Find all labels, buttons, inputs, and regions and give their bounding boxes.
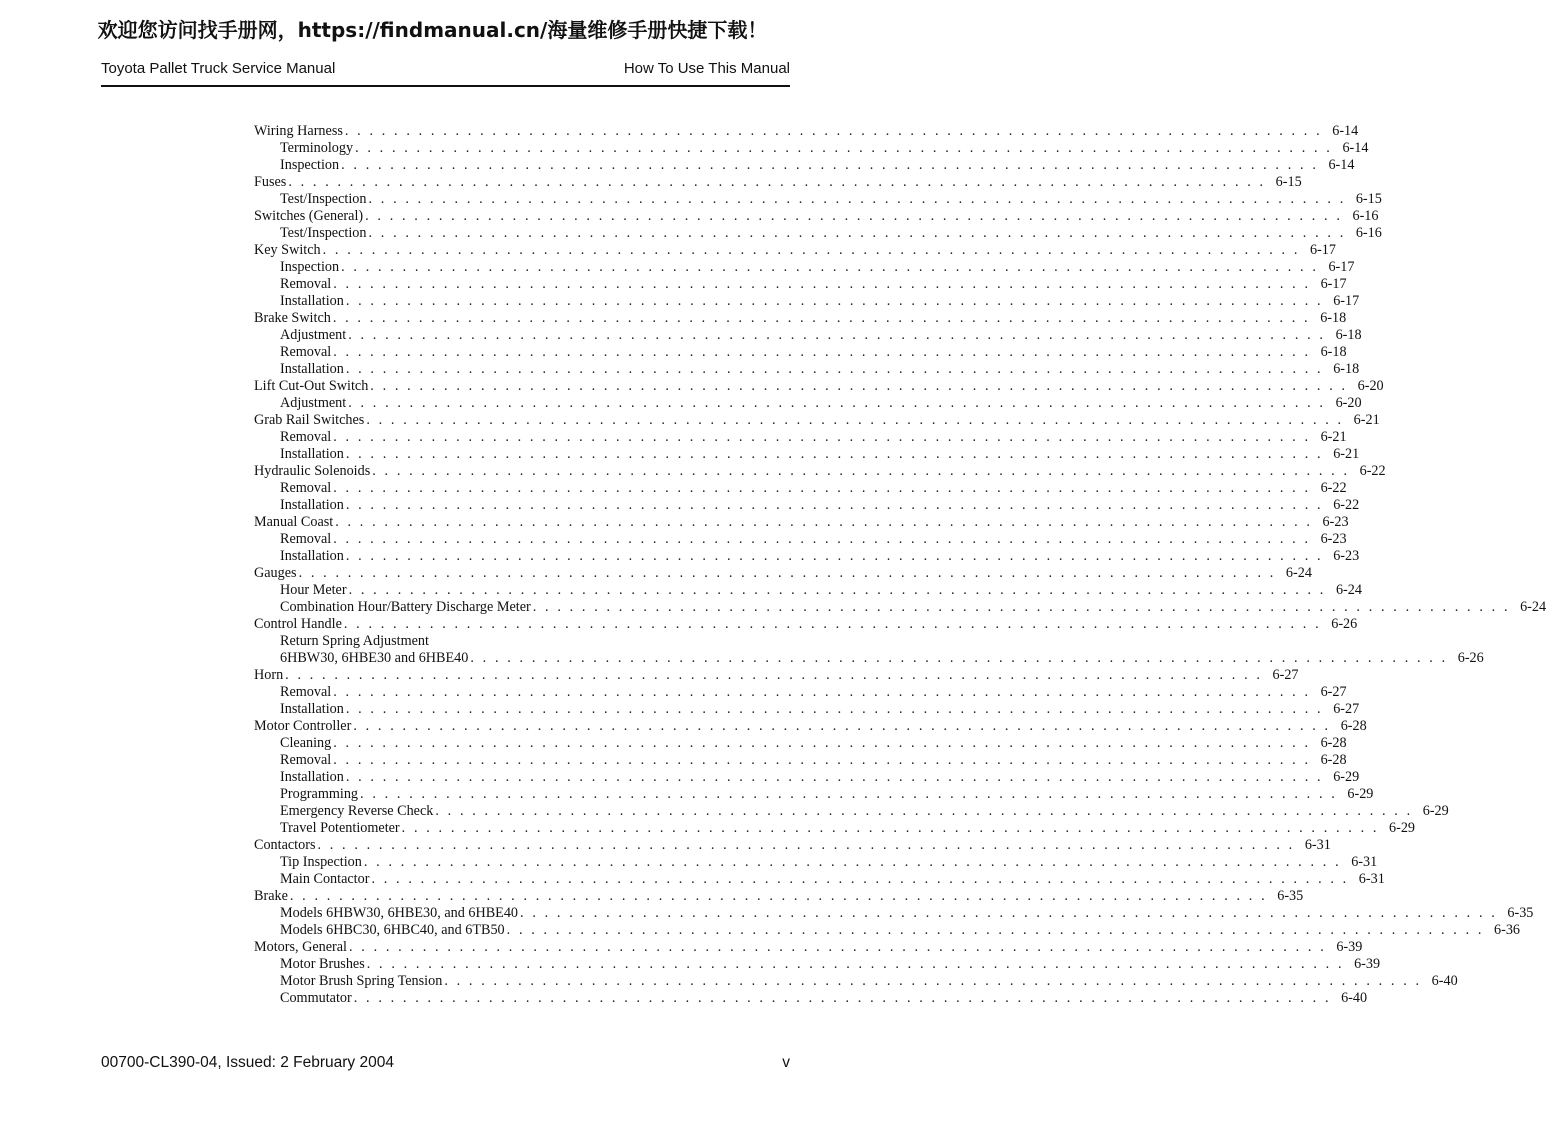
- toc-entry-page: 6-14: [1328, 157, 1355, 173]
- toc-entry-page: 6-28: [1320, 735, 1347, 751]
- toc-leader-dots: . . . . . . . . . . . . . . . . . . . . . . . . . . . . . . . . . . . . . . . . . . . . . . . . . . . . . . . . . . . . . . . . . . . . . . . . . . . . . . . .: [345, 361, 1324, 377]
- toc-entry-page: 6-29: [1347, 786, 1374, 802]
- toc-entry-title: Hour Meter: [280, 582, 347, 598]
- toc-entry-title: Horn: [254, 667, 284, 683]
- toc-leader-dots: . . . . . . . . . . . . . . . . . . . . . . . . . . . . . . . . . . . . . . . . . . . . . . . . . . . . . . . . . . . . . . . . . . . . . . . . . . . . . . . .: [368, 225, 1346, 241]
- toc-entry-page: 6-31: [1358, 871, 1385, 887]
- toc-entry[interactable]: [254, 242, 1336, 259]
- toc-entry[interactable]: [254, 174, 1302, 191]
- toc-entry[interactable]: [254, 667, 1299, 684]
- toc-entry-title: Motor Brushes: [280, 956, 365, 972]
- toc-entry-title: Brake Switch: [254, 310, 331, 326]
- toc-entry-title: Installation: [280, 701, 344, 717]
- toc-leader-dots: . . . . . . . . . . . . . . . . . . . . . . . . . . . . . . . . . . . . . . . . . . . . . . . . . . . . . . . . . . . . . . . . . . . . . . . . . . . . . . . .: [344, 123, 1323, 139]
- toc-entry-page: 6-35: [1507, 905, 1534, 921]
- toc-subentry[interactable]: [254, 905, 1534, 922]
- toc-entry-page: 6-17: [1328, 259, 1355, 275]
- toc-subentry[interactable]: [254, 871, 1385, 888]
- toc-entry-title: Manual Coast: [254, 514, 334, 530]
- toc-entry-title: Commutator: [280, 990, 352, 1006]
- toc-leader-dots: . . . . . . . . . . . . . . . . . . . . . . . . . . . . . . . . . . . . . . . . . . . . . . . . . . . . . . . . . . . . . . . . . . . . . . . . . . . . . . . .: [322, 242, 1300, 258]
- toc-subentry[interactable]: [254, 361, 1360, 378]
- toc-entry-page: 6-24: [1285, 565, 1312, 581]
- toc-entry-page: 6-35: [1277, 888, 1304, 904]
- toc-entry[interactable]: [254, 412, 1380, 429]
- toc-entry-title: Test/Inspection: [280, 191, 367, 207]
- toc-entry[interactable]: [254, 565, 1312, 582]
- toc-entry-page: 6-20: [1335, 395, 1362, 411]
- toc-entry[interactable]: [254, 718, 1367, 735]
- table-of-contents: [254, 123, 1546, 1007]
- toc-subentry[interactable]: [254, 446, 1360, 463]
- toc-leader-dots: . . . . . . . . . . . . . . . . . . . . . . . . . . . . . . . . . . . . . . . . . . . . . . . . . . . . . . . . . . . . . . . . . . . . . . . . . . . . . . . .: [435, 803, 1413, 819]
- toc-leader-dots: . . . . . . . . . . . . . . . . . . . . . . . . . . . . . . . . . . . . . . . . . . . . . . . . . . . . . . . . . . . . . . . . . . . . . . . . . . . . . . . .: [355, 140, 1333, 156]
- toc-entry-page: 6-31: [1304, 837, 1331, 853]
- toc-subentry[interactable]: [254, 293, 1360, 310]
- toc-entry[interactable]: [254, 310, 1347, 327]
- toc-entry-page: 6-14: [1332, 123, 1359, 139]
- toc-entry-page: 6-28: [1320, 752, 1347, 768]
- toc-subentry[interactable]: [254, 157, 1355, 174]
- toc-entry[interactable]: [254, 939, 1363, 956]
- toc-entry-title: 6HBW30, 6HBE30 and 6HBE40: [280, 650, 469, 666]
- toc-leader-dots: . . . . . . . . . . . . . . . . . . . . . . . . . . . . . . . . . . . . . . . . . . . . . . . . . . . . . . . . . . . . . . . . . . . . . . . . . . . . . . . .: [333, 531, 1311, 547]
- toc-entry-page: 6-29: [1389, 820, 1416, 836]
- toc-entry[interactable]: [254, 208, 1379, 225]
- toc-entry-page: 6-40: [1341, 990, 1368, 1006]
- toc-leader-dots: . . . . . . . . . . . . . . . . . . . . . . . . . . . . . . . . . . . . . . . . . . . . . . . . . . . . . . . . . . . . . . . . . . . . . . . . . . . . . . . .: [365, 208, 1343, 224]
- toc-entry-page: 6-18: [1320, 344, 1347, 360]
- toc-entry-title: Test/Inspection: [280, 225, 367, 241]
- toc-subentry[interactable]: [254, 140, 1369, 157]
- toc-leader-dots: . . . . . . . . . . . . . . . . . . . . . . . . . . . . . . . . . . . . . . . . . . . . . . . . . . . . . . . . . . . . . . . . . . . . . . . . . . . . . . . .: [335, 514, 1313, 530]
- toc-leader-dots: . . . . . . . . . . . . . . . . . . . . . . . . . . . . . . . . . . . . . . . . . . . . . . . . . . . . . . . . . . . . . . . . . . . . . . . . . . . . . . . .: [333, 344, 1311, 360]
- toc-leader-dots: . . . . . . . . . . . . . . . . . . . . . . . . . . . . . . . . . . . . . . . . . . . . . . . . . . . . . . . . . . . . . . . . . . . . . . . . . . . . . . . .: [370, 378, 1348, 394]
- toc-entry-page: 6-22: [1333, 497, 1360, 513]
- toc-leader-dots: . . . . . . . . . . . . . . . . . . . . . . . . . . . . . . . . . . . . . . . . . . . . . . . . . . . . . . . . . . . . . . . . . . . . . . . . . . . . . . . .: [345, 701, 1324, 717]
- toc-entry-title: Installation: [280, 548, 344, 564]
- toc-leader-dots: . . . . . . . . . . . . . . . . . . . . . . . . . . . . . . . . . . . . . . . . . . . . . . . . . . . . . . . . . . . . . . . . . . . . . . . . . . . . . . . .: [333, 684, 1311, 700]
- toc-subentry[interactable]: [254, 395, 1362, 412]
- toc-entry[interactable]: [254, 616, 1358, 633]
- toc-entry-title: Models 6HBC30, 6HBC40, and 6TB50: [280, 922, 505, 938]
- toc-subentry[interactable]: [254, 582, 1362, 599]
- toc-entry-title: Combination Hour/Battery Discharge Meter: [280, 599, 531, 615]
- toc-entry-title: Inspection: [280, 157, 340, 173]
- toc-entry-page: 6-17: [1333, 293, 1360, 309]
- toc-entry-title: Fuses: [254, 174, 287, 190]
- section-title: How To Use This Manual: [623, 60, 790, 77]
- toc-entry-page: 6-17: [1320, 276, 1347, 292]
- toc-leader-dots: . . . . . . . . . . . . . . . . . . . . . . . . . . . . . . . . . . . . . . . . . . . . . . . . . . . . . . . . . . . . . . . . . . . . . . . . . . . . . . . .: [366, 956, 1345, 972]
- toc-entry-title: Removal: [280, 684, 332, 700]
- toc-entry-page: 6-27: [1333, 701, 1360, 717]
- toc-entry-page: 6-21: [1320, 429, 1347, 445]
- toc-leader-dots: . . . . . . . . . . . . . . . . . . . . . . . . . . . . . . . . . . . . . . . . . . . . . . . . . . . . . . . . . . . . . . . . . . . . . . . . . . . . . . . .: [470, 650, 1448, 666]
- toc-leader-dots: . . . . . . . . . . . . . . . . . . . . . . . . . . . . . . . . . . . . . . . . . . . . . . . . . . . . . . . . . . . . . . . . . . . . . . . . . . . . . . . .: [333, 735, 1311, 751]
- toc-entry-title: Cleaning: [280, 735, 332, 751]
- toc-subentry[interactable]: [254, 259, 1355, 276]
- toc-subentry[interactable]: [254, 276, 1347, 293]
- toc-entry-page: 6-29: [1422, 803, 1449, 819]
- toc-entry-title: Removal: [280, 344, 332, 360]
- toc-leader-dots: . . . . . . . . . . . . . . . . . . . . . . . . . . . . . . . . . . . . . . . . . . . . . . . . . . . . . . . . . . . . . . . . . . . . . . . . . . . . . . . .: [285, 667, 1263, 683]
- toc-entry-title: Motor Controller: [254, 718, 352, 734]
- toc-entry-page: 6-18: [1335, 327, 1362, 343]
- page-number: v: [782, 1054, 790, 1071]
- toc-subentry[interactable]: [254, 548, 1360, 565]
- toc-entry-page: 6-26: [1457, 650, 1484, 666]
- toc-entry-page: 6-27: [1320, 684, 1347, 700]
- toc-subentry[interactable]: [254, 769, 1360, 786]
- toc-leader-dots: . . . . . . . . . . . . . . . . . . . . . . . . . . . . . . . . . . . . . . . . . . . . . . . . . . . . . . . . . . . . . . . . . . . . . . . . . . . . . . . .: [506, 922, 1485, 938]
- toc-leader-dots: . . . . . . . . . . . . . . . . . . . . . . . . . . . . . . . . . . . . . . . . . . . . . . . . . . . . . . . . . . . . . . . . . . . . . . . . . . . . . . . .: [345, 497, 1324, 513]
- toc-entry-title: Return Spring Adjustment: [280, 633, 429, 649]
- toc-entry-page: 6-17: [1309, 242, 1336, 258]
- manual-title: Toyota Pallet Truck Service Manual: [101, 60, 336, 77]
- toc-subentry[interactable]: [254, 820, 1416, 837]
- toc-leader-dots: . . . . . . . . . . . . . . . . . . . . . . . . . . . . . . . . . . . . . . . . . . . . . . . . . . . . . . . . . . . . . . . . . . . . . . . . . . . . . . . .: [372, 463, 1350, 479]
- toc-entry-page: 6-39: [1354, 956, 1381, 972]
- toc-entry-title: Contactors: [254, 837, 316, 853]
- toc-leader-dots: . . . . . . . . . . . . . . . . . . . . . . . . . . . . . . . . . . . . . . . . . . . . . . . . . . . . . . . . . . . . . . . . . . . . . . . . . . . . . . . .: [289, 888, 1268, 904]
- toc-leader-dots: . . . . . . . . . . . . . . . . . . . . . . . . . . . . . . . . . . . . . . . . . . . . . . . . . . . . . . . . . . . . . . . . . . . . . . . . . . . . . . . .: [345, 769, 1324, 785]
- toc-entry-title: Key Switch: [254, 242, 321, 258]
- toc-entry-page: 6-22: [1359, 463, 1386, 479]
- toc-entry-title: Lift Cut-Out Switch: [254, 378, 369, 394]
- toc-entry-page: 6-36: [1494, 922, 1521, 938]
- toc-leader-dots: . . . . . . . . . . . . . . . . . . . . . . . . . . . . . . . . . . . . . . . . . . . . . . . . . . . . . . . . . . . . . . . . . . . . . . . . . . . . . . . .: [444, 973, 1422, 989]
- toc-subentry[interactable]: [254, 990, 1368, 1007]
- toc-entry-title: Gauges: [254, 565, 297, 581]
- toc-entry[interactable]: [254, 463, 1386, 480]
- toc-subentry[interactable]: [254, 344, 1347, 361]
- toc-leader-dots: . . . . . . . . . . . . . . . . . . . . . . . . . . . . . . . . . . . . . . . . . . . . . . . . . . . . . . . . . . . . . . . . . . . . . . . . . . . . . . . .: [298, 565, 1276, 581]
- toc-entry-page: 6-16: [1352, 208, 1379, 224]
- toc-leader-dots: . . . . . . . . . . . . . . . . . . . . . . . . . . . . . . . . . . . . . . . . . . . . . . . . . . . . . . . . . . . . . . . . . . . . . . . . . . . . . . . .: [333, 480, 1311, 496]
- toc-leader-dots: . . . . . . . . . . . . . . . . . . . . . . . . . . . . . . . . . . . . . . . . . . . . . . . . . . . . . . . . . . . . . . . . . . . . . . . . . . . . . . . .: [401, 820, 1380, 836]
- toc-entry-page: 6-40: [1431, 973, 1458, 989]
- toc-entry[interactable]: [254, 837, 1331, 854]
- toc-leader-dots: . . . . . . . . . . . . . . . . . . . . . . . . . . . . . . . . . . . . . . . . . . . . . . . . . . . . . . . . . . . . . . . . . . . . . . . . . . . . . . . .: [341, 259, 1319, 275]
- toc-entry-page: 6-18: [1333, 361, 1360, 377]
- toc-leader-dots: . . . . . . . . . . . . . . . . . . . . . . . . . . . . . . . . . . . . . . . . . . . . . . . . . . . . . . . . . . . . . . . . . . . . . . . . . . . . . . . .: [520, 905, 1498, 921]
- page-header: [101, 58, 790, 87]
- toc-leader-dots: . . . . . . . . . . . . . . . . . . . . . . . . . . . . . . . . . . . . . . . . . . . . . . . . . . . . . . . . . . . . . . . . . . . . . . . . . . . . . . . .: [288, 174, 1266, 190]
- toc-entry-page: 6-24: [1520, 599, 1546, 615]
- toc-entry-page: 6-23: [1320, 531, 1347, 547]
- toc-entry-title: Installation: [280, 769, 344, 785]
- toc-entry-page: 6-15: [1355, 191, 1382, 207]
- document-issue: 00700-CL390-04, Issued: 2 February 2004: [101, 1054, 394, 1071]
- toc-entry-title: Motor Brush Spring Tension: [280, 973, 443, 989]
- toc-entry-title: Models 6HBW30, 6HBE30, and 6HBE40: [280, 905, 519, 921]
- toc-leader-dots: . . . . . . . . . . . . . . . . . . . . . . . . . . . . . . . . . . . . . . . . . . . . . . . . . . . . . . . . . . . . . . . . . . . . . . . . . . . . . . . .: [333, 276, 1311, 292]
- toc-subentry[interactable]: [254, 225, 1382, 242]
- toc-leader-dots: . . . . . . . . . . . . . . . . . . . . . . . . . . . . . . . . . . . . . . . . . . . . . . . . . . . . . . . . . . . . . . . . . . . . . . . . . . . . . . . .: [333, 752, 1311, 768]
- toc-leader-dots: . . . . . . . . . . . . . . . . . . . . . . . . . . . . . . . . . . . . . . . . . . . . . . . . . . . . . . . . . . . . . . . . . . . . . . . . . . . . . . . .: [353, 718, 1331, 734]
- toc-entry-title: Travel Potentiometer: [280, 820, 400, 836]
- toc-leader-dots: . . . . . . . . . . . . . . . . . . . . . . . . . . . . . . . . . . . . . . . . . . . . . . . . . . . . . . . . . . . . . . . . . . . . . . . . . . . . . . . .: [353, 990, 1332, 1006]
- toc-entry-title: Removal: [280, 531, 332, 547]
- toc-subentry[interactable]: [254, 327, 1362, 344]
- toc-entry[interactable]: [254, 123, 1359, 140]
- toc-subentry[interactable]: [254, 429, 1347, 446]
- download-banner[interactable]: 欢迎您访问找手册网，https://findmanual.cn/海量维修手册快捷下载！: [97, 18, 768, 42]
- toc-entry-page: 6-26: [1331, 616, 1358, 632]
- toc-entry-page: 6-21: [1353, 412, 1380, 428]
- toc-subentry[interactable]: [254, 803, 1449, 820]
- toc-entry-title: Programming: [280, 786, 359, 802]
- toc-entry-page: 6-27: [1272, 667, 1299, 683]
- toc-entry-title: Inspection: [280, 259, 340, 275]
- toc-subentry[interactable]: [254, 684, 1347, 701]
- toc-entry-title: Grab Rail Switches: [254, 412, 365, 428]
- toc-leader-dots: . . . . . . . . . . . . . . . . . . . . . . . . . . . . . . . . . . . . . . . . . . . . . . . . . . . . . . . . . . . . . . . . . . . . . . . . . . . . . . . .: [317, 837, 1295, 853]
- toc-subentry[interactable]: [254, 752, 1347, 769]
- toc-leader-dots: . . . . . . . . . . . . . . . . . . . . . . . . . . . . . . . . . . . . . . . . . . . . . . . . . . . . . . . . . . . . . . . . . . . . . . . . . . . . . . . .: [363, 854, 1342, 870]
- toc-subentry[interactable]: [254, 956, 1381, 973]
- toc-entry-title: Removal: [280, 429, 332, 445]
- toc-entry-page: 6-16: [1355, 225, 1382, 241]
- toc-entry-title: Motors, General: [254, 939, 347, 955]
- toc-subentry[interactable]: [254, 735, 1347, 752]
- toc-subentry[interactable]: [254, 786, 1374, 803]
- toc-entry-page: 6-14: [1342, 140, 1369, 156]
- toc-subentry[interactable]: [254, 497, 1360, 514]
- toc-entry-title: Terminology: [280, 140, 354, 156]
- toc-entry-title: Removal: [280, 276, 332, 292]
- toc-entry-title: Installation: [280, 361, 344, 377]
- toc-entry-title: Adjustment: [280, 327, 347, 343]
- toc-subentry[interactable]: [254, 633, 764, 650]
- toc-subentry[interactable]: [254, 701, 1360, 718]
- toc-leader-dots: . . . . . . . . . . . . . . . . . . . . . . . . . . . . . . . . . . . . . . . . . . . . . . . . . . . . . . . . . . . . . . . . . . . . . . . . . . . . . . . .: [348, 939, 1327, 955]
- toc-entry-page: 6-15: [1275, 174, 1302, 190]
- toc-entry-page: 6-39: [1336, 939, 1363, 955]
- toc-leader-dots: . . . . . . . . . . . . . . . . . . . . . . . . . . . . . . . . . . . . . . . . . . . . . . . . . . . . . . . . . . . . . . . . . . . . . . . . . . . . . . . .: [532, 599, 1511, 615]
- toc-leader-dots: . . . . . . . . . . . . . . . . . . . . . . . . . . . . . . . . . . . . . . . . . . . . . . . . . . . . . . . . . . . . . . . . . . . . . . . . . . . . . . . .: [371, 871, 1349, 887]
- toc-entry-page: 6-28: [1340, 718, 1367, 734]
- toc-subentry[interactable]: [254, 650, 1484, 667]
- toc-leader-dots: . . . . . . . . . . . . . . . . . . . . . . . . . . . . . . . . . . . . . . . . . . . . . . . . . . . . . . . . . . . . . . . . . . . . . . . . . . . . . . . .: [333, 429, 1311, 445]
- toc-entry-title: Installation: [280, 293, 344, 309]
- toc-leader-dots: . . . . . . . . . . . . . . . . . . . . . . . . . . . . . . . . . . . . . . . . . . . . . . . . . . . . . . . . . . . . . . . . . . . . . . . . . . . . . . . .: [366, 412, 1344, 428]
- toc-entry-page: 6-23: [1333, 548, 1360, 564]
- toc-leader-dots: . . . . . . . . . . . . . . . . . . . . . . . . . . . . . . . . . . . . . . . . . . . . . . . . . . . . . . . . . . . . . . . . . . . . . . . . . . . . . . . .: [368, 191, 1346, 207]
- toc-entry[interactable]: [254, 888, 1304, 905]
- toc-entry-title: Control Handle: [254, 616, 342, 632]
- toc-entry-page: 6-18: [1320, 310, 1347, 326]
- toc-subentry[interactable]: [254, 599, 1546, 616]
- toc-entry-title: Adjustment: [280, 395, 347, 411]
- toc-entry[interactable]: [254, 378, 1384, 395]
- toc-leader-dots: . . . . . . . . . . . . . . . . . . . . . . . . . . . . . . . . . . . . . . . . . . . . . . . . . . . . . . . . . . . . . . . . . . . . . . . . . . . . . . . .: [341, 157, 1319, 173]
- toc-entry-page: 6-24: [1335, 582, 1362, 598]
- toc-subentry[interactable]: [254, 922, 1521, 939]
- toc-entry-title: Emergency Reverse Check: [280, 803, 434, 819]
- toc-subentry[interactable]: [254, 531, 1347, 548]
- toc-entry-title: Brake: [254, 888, 288, 904]
- toc-entry-title: Wiring Harness: [254, 123, 343, 139]
- toc-entry[interactable]: [254, 514, 1349, 531]
- toc-entry-title: Removal: [280, 480, 332, 496]
- toc-entry-page: 6-22: [1320, 480, 1347, 496]
- toc-entry-title: Removal: [280, 752, 332, 768]
- toc-entry-title: Installation: [280, 497, 344, 513]
- toc-leader-dots: . . . . . . . . . . . . . . . . . . . . . . . . . . . . . . . . . . . . . . . . . . . . . . . . . . . . . . . . . . . . . . . . . . . . . . . . . . . . . . . .: [360, 786, 1338, 802]
- toc-leader-dots: . . . . . . . . . . . . . . . . . . . . . . . . . . . . . . . . . . . . . . . . . . . . . . . . . . . . . . . . . . . . . . . . . . . . . . . . . . . . . . . .: [348, 582, 1326, 598]
- toc-leader-dots: . . . . . . . . . . . . . . . . . . . . . . . . . . . . . . . . . . . . . . . . . . . . . . . . . . . . . . . . . . . . . . . . . . . . . . . . . . . . . . . .: [345, 446, 1324, 462]
- toc-entry-page: 6-31: [1351, 854, 1378, 870]
- toc-entry-title: Switches (General): [254, 208, 364, 224]
- toc-subentry[interactable]: [254, 973, 1458, 990]
- toc-entry-title: Hydraulic Solenoids: [254, 463, 371, 479]
- toc-entry-title: Main Contactor: [280, 871, 370, 887]
- toc-leader-dots: . . . . . . . . . . . . . . . . . . . . . . . . . . . . . . . . . . . . . . . . . . . . . . . . . . . . . . . . . . . . . . . . . . . . . . . . . . . . . . . .: [332, 310, 1311, 326]
- toc-leader-dots: . . . . . . . . . . . . . . . . . . . . . . . . . . . . . . . . . . . . . . . . . . . . . . . . . . . . . . . . . . . . . . . . . . . . . . . . . . . . . . . .: [345, 548, 1324, 564]
- toc-entry-page: 6-23: [1322, 514, 1349, 530]
- toc-leader-dots: . . . . . . . . . . . . . . . . . . . . . . . . . . . . . . . . . . . . . . . . . . . . . . . . . . . . . . . . . . . . . . . . . . . . . . . . . . . . . . . .: [348, 395, 1326, 411]
- toc-subentry[interactable]: [254, 191, 1382, 208]
- toc-leader-dots: . . . . . . . . . . . . . . . . . . . . . . . . . . . . . . . . . . . . . . . . . . . . . . . . . . . . . . . . . . . . . . . . . . . . . . . . . . . . . . . .: [345, 293, 1324, 309]
- toc-entry-title: Tip Inspection: [280, 854, 362, 870]
- toc-entry-page: 6-29: [1333, 769, 1360, 785]
- toc-entry-page: 6-20: [1357, 378, 1384, 394]
- toc-leader-dots: . . . . . . . . . . . . . . . . . . . . . . . . . . . . . . . . . . . . . . . . . . . . . . . . . . . . . . . . . . . . . . . . . . . . . . . . . . . . . . . .: [348, 327, 1326, 343]
- toc-entry-page: 6-21: [1333, 446, 1360, 462]
- toc-entry-title: Installation: [280, 446, 344, 462]
- toc-subentry[interactable]: [254, 854, 1378, 871]
- toc-leader-dots: . . . . . . . . . . . . . . . . . . . . . . . . . . . . . . . . . . . . . . . . . . . . . . . . . . . . . . . . . . . . . . . . . . . . . . . . . . . . . . . .: [343, 616, 1322, 632]
- toc-subentry[interactable]: [254, 480, 1347, 497]
